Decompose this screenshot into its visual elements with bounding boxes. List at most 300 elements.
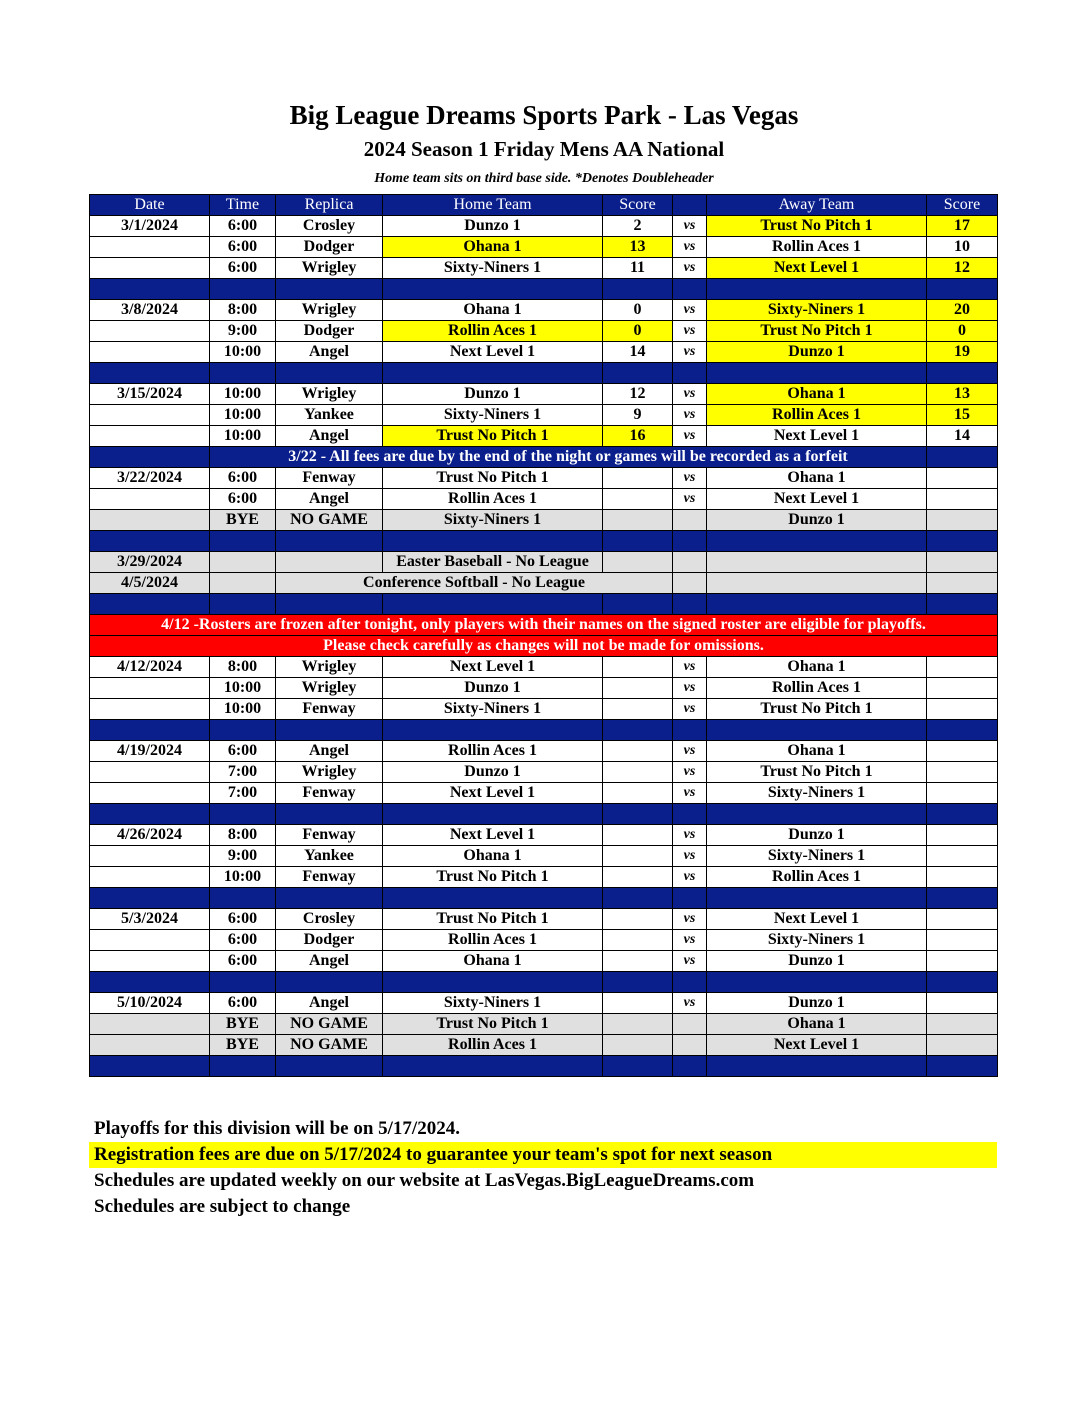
vs-label: vs	[673, 825, 707, 846]
no-game-label: NO GAME	[276, 1035, 383, 1056]
spacer-cell	[90, 972, 210, 993]
game-row	[90, 909, 998, 930]
away-team: Sixty-Niners 1	[707, 846, 927, 867]
game-time: 6:00	[210, 237, 276, 258]
spacer-cell	[673, 1056, 707, 1077]
game-date	[90, 930, 210, 951]
game-field: Dodger	[276, 930, 383, 951]
home-score	[603, 1035, 673, 1056]
home-score	[603, 552, 673, 573]
away-score	[927, 741, 998, 762]
bye-label: BYE	[210, 1014, 276, 1035]
away-team: Sixty-Niners 1	[707, 783, 927, 804]
spacer-cell	[210, 888, 276, 909]
spacer-cell	[603, 531, 673, 552]
away-team: Next Level 1	[707, 489, 927, 510]
game-row	[90, 216, 998, 237]
schedule-note: Home team sits on third base side. *Denotes Doubleheader	[374, 171, 714, 186]
game-row	[90, 783, 998, 804]
notice-date-cell	[90, 447, 210, 468]
game-row	[90, 993, 998, 1014]
away-team: Trust No Pitch 1	[707, 699, 927, 720]
spacer-row	[90, 531, 998, 552]
away-team: Sixty-Niners 1	[707, 930, 927, 951]
home-score	[603, 846, 673, 867]
spacer-cell	[927, 804, 998, 825]
spacer-row	[90, 1056, 998, 1077]
spacer-cell	[210, 1056, 276, 1077]
spacer-cell	[707, 888, 927, 909]
bye-row	[90, 510, 998, 531]
game-date	[90, 699, 210, 720]
away-score	[927, 573, 998, 594]
fees-notice-row	[90, 447, 998, 468]
home-score: 0	[603, 300, 673, 321]
game-field: Wrigley	[276, 657, 383, 678]
game-time: 6:00	[210, 909, 276, 930]
away-team	[707, 552, 927, 573]
home-team: Dunzo 1	[383, 762, 603, 783]
time-cell	[210, 573, 276, 594]
website-note: Schedules are updated weekly on our website at LasVegas.BigLeagueDreams.com	[94, 1170, 755, 1191]
game-time: 6:00	[210, 741, 276, 762]
home-score: 16	[603, 426, 673, 447]
game-date	[90, 1035, 210, 1056]
game-time: 6:00	[210, 993, 276, 1014]
spacer-cell	[603, 363, 673, 384]
bye-row	[90, 1035, 998, 1056]
game-date	[90, 1014, 210, 1035]
game-field: Crosley	[276, 216, 383, 237]
spacer-cell	[707, 804, 927, 825]
home-score: 0	[603, 321, 673, 342]
spacer-row	[90, 888, 998, 909]
spacer-row	[90, 804, 998, 825]
game-field: Dodger	[276, 237, 383, 258]
vs-label: vs	[673, 489, 707, 510]
vs-label: vs	[673, 846, 707, 867]
game-field: Fenway	[276, 699, 383, 720]
home-team: Sixty-Niners 1	[383, 510, 603, 531]
away-score	[927, 510, 998, 531]
home-team: Trust No Pitch 1	[383, 468, 603, 489]
game-time: 6:00	[210, 951, 276, 972]
vs-label: vs	[673, 216, 707, 237]
game-date	[90, 489, 210, 510]
bye-label: BYE	[210, 510, 276, 531]
game-time: 8:00	[210, 825, 276, 846]
game-date: 3/22/2024	[90, 468, 210, 489]
home-team: Next Level 1	[383, 783, 603, 804]
spacer-cell	[383, 279, 603, 300]
home-score: 13	[603, 237, 673, 258]
away-team: Ohana 1	[707, 657, 927, 678]
vs-label: vs	[673, 237, 707, 258]
home-score: 14	[603, 342, 673, 363]
spacer-cell	[210, 972, 276, 993]
spacer-cell	[603, 720, 673, 741]
away-score	[927, 762, 998, 783]
page-title: Big League Dreams Sports Park - Las Vegas	[289, 100, 799, 130]
spacer-cell	[673, 363, 707, 384]
spacer-cell	[603, 1056, 673, 1077]
spacer-cell	[210, 720, 276, 741]
home-team: Trust No Pitch 1	[383, 426, 603, 447]
spacer-cell	[276, 363, 383, 384]
no-game-label: NO GAME	[276, 510, 383, 531]
game-row	[90, 657, 998, 678]
game-field: Fenway	[276, 825, 383, 846]
spacer-cell	[276, 804, 383, 825]
home-score	[603, 909, 673, 930]
vs-cell	[673, 552, 707, 573]
spacer-cell	[90, 1056, 210, 1077]
away-team: Ohana 1	[707, 741, 927, 762]
away-team: Dunzo 1	[707, 993, 927, 1014]
game-field: Crosley	[276, 909, 383, 930]
vs-label: vs	[673, 993, 707, 1014]
spacer-cell	[673, 279, 707, 300]
col-header-away-team: Away Team	[707, 195, 927, 216]
away-score: 13	[927, 384, 998, 405]
away-score	[927, 552, 998, 573]
game-time: 7:00	[210, 762, 276, 783]
home-team: Sixty-Niners 1	[383, 405, 603, 426]
game-date	[90, 405, 210, 426]
game-date	[90, 762, 210, 783]
away-score	[927, 825, 998, 846]
no-league-label: Conference Softball - No League	[276, 573, 673, 594]
col-header-away-score: Score	[927, 195, 998, 216]
game-date	[90, 237, 210, 258]
game-field: Wrigley	[276, 300, 383, 321]
game-time: 10:00	[210, 342, 276, 363]
spacer-cell	[673, 720, 707, 741]
away-team: Ohana 1	[707, 384, 927, 405]
home-team: Dunzo 1	[383, 678, 603, 699]
home-team: Rollin Aces 1	[383, 741, 603, 762]
col-header-replica: Replica	[276, 195, 383, 216]
spacer-cell	[276, 531, 383, 552]
home-team: Rollin Aces 1	[383, 321, 603, 342]
home-team: Dunzo 1	[383, 384, 603, 405]
vs-label: vs	[673, 930, 707, 951]
home-team: Ohana 1	[383, 237, 603, 258]
away-team: Dunzo 1	[707, 342, 927, 363]
away-team: Rollin Aces 1	[707, 867, 927, 888]
spacer-cell	[90, 279, 210, 300]
game-time: 10:00	[210, 867, 276, 888]
spacer-row	[90, 972, 998, 993]
away-team	[707, 573, 927, 594]
schedule-table	[89, 194, 998, 1077]
game-time: 6:00	[210, 216, 276, 237]
spacer-cell	[90, 531, 210, 552]
game-row	[90, 342, 998, 363]
page-subtitle: 2024 Season 1 Friday Mens AA National	[363, 137, 725, 161]
home-score: 12	[603, 384, 673, 405]
spacer-cell	[90, 888, 210, 909]
away-score: 20	[927, 300, 998, 321]
spacer-cell	[927, 279, 998, 300]
spacer-cell	[90, 804, 210, 825]
col-header-vs	[673, 195, 707, 216]
spacer-cell	[383, 720, 603, 741]
away-score	[927, 951, 998, 972]
spacer-cell	[707, 363, 927, 384]
home-team: Rollin Aces 1	[383, 489, 603, 510]
away-team: Ohana 1	[707, 468, 927, 489]
away-score	[927, 1014, 998, 1035]
vs-label: vs	[673, 321, 707, 342]
game-row	[90, 930, 998, 951]
bye-row	[90, 1014, 998, 1035]
game-field: Wrigley	[276, 258, 383, 279]
spacer-cell	[383, 594, 603, 615]
game-field: Yankee	[276, 846, 383, 867]
spacer-cell	[927, 594, 998, 615]
vs-label: vs	[673, 741, 707, 762]
spacer-cell	[276, 279, 383, 300]
away-team: Trust No Pitch 1	[707, 321, 927, 342]
home-score	[603, 678, 673, 699]
notice-end-cell	[927, 447, 998, 468]
spacer-row	[90, 279, 998, 300]
spacer-cell	[927, 363, 998, 384]
home-team: Sixty-Niners 1	[383, 993, 603, 1014]
vs-cell	[673, 1035, 707, 1056]
spacer-cell	[276, 1056, 383, 1077]
spacer-cell	[90, 594, 210, 615]
game-row	[90, 741, 998, 762]
spacer-cell	[210, 279, 276, 300]
away-score	[927, 993, 998, 1014]
game-date	[90, 846, 210, 867]
registration-note: Registration fees are due on 5/17/2024 to guarantee your team's spot for next season	[89, 1142, 997, 1168]
spacer-cell	[603, 594, 673, 615]
game-time: 10:00	[210, 678, 276, 699]
col-header-time: Time	[210, 195, 276, 216]
vs-cell	[673, 510, 707, 531]
spacer-cell	[603, 888, 673, 909]
spacer-cell	[90, 720, 210, 741]
game-date: 4/26/2024	[90, 825, 210, 846]
away-team: Dunzo 1	[707, 825, 927, 846]
away-team: Ohana 1	[707, 1014, 927, 1035]
roster-alert-row	[90, 615, 998, 636]
vs-label: vs	[673, 783, 707, 804]
spacer-cell	[210, 531, 276, 552]
vs-label: vs	[673, 468, 707, 489]
vs-cell	[673, 573, 707, 594]
vs-label: vs	[673, 867, 707, 888]
no-game-label: NO GAME	[276, 1014, 383, 1035]
spacer-cell	[383, 888, 603, 909]
game-date	[90, 510, 210, 531]
game-field: Fenway	[276, 867, 383, 888]
home-score	[603, 825, 673, 846]
spacer-cell	[673, 972, 707, 993]
vs-label: vs	[673, 300, 707, 321]
spacer-cell	[603, 279, 673, 300]
spacer-cell	[383, 972, 603, 993]
game-field: Wrigley	[276, 678, 383, 699]
home-team: Trust No Pitch 1	[383, 909, 603, 930]
game-date	[90, 783, 210, 804]
game-row	[90, 300, 998, 321]
away-score	[927, 867, 998, 888]
spacer-row	[90, 363, 998, 384]
away-team: Dunzo 1	[707, 951, 927, 972]
home-score	[603, 867, 673, 888]
game-date	[90, 342, 210, 363]
no-league-label: Easter Baseball - No League	[383, 552, 603, 573]
spacer-cell	[927, 531, 998, 552]
away-team: Trust No Pitch 1	[707, 762, 927, 783]
game-date: 4/12/2024	[90, 657, 210, 678]
home-team: Next Level 1	[383, 657, 603, 678]
home-team: Rollin Aces 1	[383, 1035, 603, 1056]
home-score	[603, 783, 673, 804]
game-time: 9:00	[210, 321, 276, 342]
vs-label: vs	[673, 678, 707, 699]
game-row	[90, 678, 998, 699]
spacer-cell	[673, 531, 707, 552]
away-team: Trust No Pitch 1	[707, 216, 927, 237]
game-time: 6:00	[210, 930, 276, 951]
game-date	[90, 426, 210, 447]
home-score: 11	[603, 258, 673, 279]
away-team: Rollin Aces 1	[707, 237, 927, 258]
away-score: 0	[927, 321, 998, 342]
spacer-cell	[707, 279, 927, 300]
game-date: 3/1/2024	[90, 216, 210, 237]
spacer-cell	[383, 1056, 603, 1077]
game-row	[90, 846, 998, 867]
away-team: Next Level 1	[707, 258, 927, 279]
game-row	[90, 405, 998, 426]
roster-alert-row	[90, 636, 998, 657]
spacer-cell	[383, 363, 603, 384]
spacer-cell	[603, 972, 673, 993]
game-field: Angel	[276, 342, 383, 363]
spacer-cell	[383, 531, 603, 552]
home-team: Ohana 1	[383, 300, 603, 321]
game-row	[90, 762, 998, 783]
spacer-cell	[707, 531, 927, 552]
spacer-cell	[673, 804, 707, 825]
game-row	[90, 426, 998, 447]
game-row	[90, 951, 998, 972]
spacer-cell	[276, 720, 383, 741]
game-time: 10:00	[210, 384, 276, 405]
game-time: 9:00	[210, 846, 276, 867]
away-team: Next Level 1	[707, 909, 927, 930]
away-team: Rollin Aces 1	[707, 678, 927, 699]
no-league-row	[90, 552, 998, 573]
spacer-row	[90, 720, 998, 741]
game-field: Fenway	[276, 783, 383, 804]
home-team: Rollin Aces 1	[383, 930, 603, 951]
no-league-row	[90, 573, 998, 594]
home-score	[603, 993, 673, 1014]
home-score	[603, 951, 673, 972]
spacer-cell	[90, 363, 210, 384]
away-score	[927, 909, 998, 930]
spacer-cell	[210, 363, 276, 384]
home-score: 9	[603, 405, 673, 426]
away-team: Dunzo 1	[707, 510, 927, 531]
home-team: Trust No Pitch 1	[383, 1014, 603, 1035]
vs-label: vs	[673, 762, 707, 783]
game-row	[90, 699, 998, 720]
spacer-cell	[603, 804, 673, 825]
table-header-row	[90, 195, 998, 216]
game-field: Angel	[276, 426, 383, 447]
away-score	[927, 1035, 998, 1056]
away-score: 19	[927, 342, 998, 363]
away-score	[927, 783, 998, 804]
bye-label: BYE	[210, 1035, 276, 1056]
home-score	[603, 930, 673, 951]
game-row	[90, 468, 998, 489]
away-score: 14	[927, 426, 998, 447]
home-team: Ohana 1	[383, 951, 603, 972]
vs-cell	[673, 1014, 707, 1035]
game-field: Wrigley	[276, 762, 383, 783]
home-score: 2	[603, 216, 673, 237]
home-score	[603, 468, 673, 489]
game-field: Angel	[276, 741, 383, 762]
game-field: Angel	[276, 993, 383, 1014]
game-field: Yankee	[276, 405, 383, 426]
home-team: Sixty-Niners 1	[383, 258, 603, 279]
away-score: 17	[927, 216, 998, 237]
game-time: 10:00	[210, 405, 276, 426]
game-time: 10:00	[210, 699, 276, 720]
spacer-cell	[210, 804, 276, 825]
spacer-cell	[707, 972, 927, 993]
game-time: 6:00	[210, 468, 276, 489]
home-team: Ohana 1	[383, 846, 603, 867]
game-date: 4/5/2024	[90, 573, 210, 594]
change-note: Schedules are subject to change	[94, 1196, 351, 1217]
game-date: 5/10/2024	[90, 993, 210, 1014]
spacer-cell	[927, 888, 998, 909]
vs-label: vs	[673, 384, 707, 405]
game-date	[90, 951, 210, 972]
spacer-cell	[927, 972, 998, 993]
game-field: Fenway	[276, 468, 383, 489]
game-time: 7:00	[210, 783, 276, 804]
vs-label: vs	[673, 426, 707, 447]
away-score: 10	[927, 237, 998, 258]
spacer-cell	[927, 720, 998, 741]
game-time: 10:00	[210, 426, 276, 447]
spacer-cell	[276, 594, 383, 615]
home-score	[603, 699, 673, 720]
vs-label: vs	[673, 405, 707, 426]
away-team: Next Level 1	[707, 1035, 927, 1056]
home-team: Trust No Pitch 1	[383, 867, 603, 888]
vs-label: vs	[673, 951, 707, 972]
away-score	[927, 846, 998, 867]
game-row	[90, 237, 998, 258]
roster-alert-line-2: Please check carefully as changes will not be made for omissions.	[90, 636, 998, 657]
home-team: Dunzo 1	[383, 216, 603, 237]
spacer-cell	[383, 804, 603, 825]
vs-label: vs	[673, 909, 707, 930]
